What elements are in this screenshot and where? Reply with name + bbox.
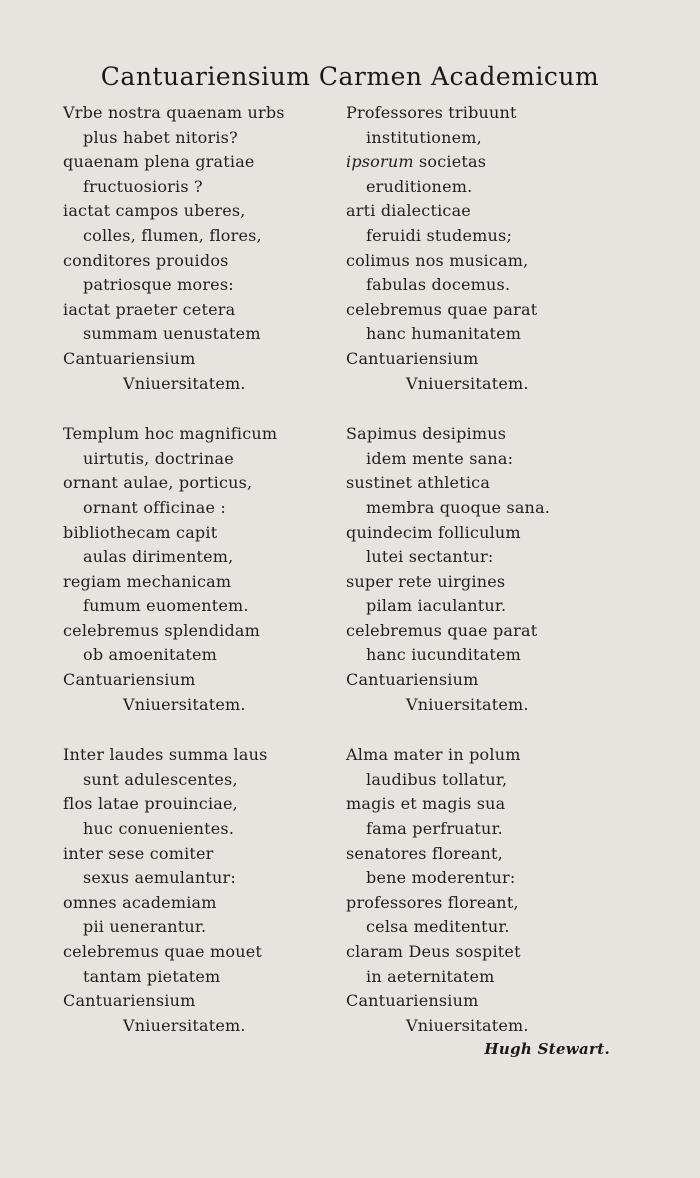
poem-line: institutionem, (366, 127, 482, 147)
stanza (346, 101, 676, 396)
poem-line: Cantuariensium (63, 348, 196, 368)
poem-line: membra quoque sana. (366, 497, 551, 517)
poem-line: celebremus quae parat (346, 620, 538, 640)
poem-line: celsa meditentur. (366, 917, 510, 937)
poem-line: magis et magis sua (346, 794, 506, 814)
poem-line: Cantuariensium (63, 670, 196, 690)
poem-line: super rete uirgines (346, 571, 506, 591)
poem-line: bibliothecam capit (63, 522, 218, 542)
poem-line: flos latae prouinciae, (63, 794, 238, 814)
poem-line: Vniuersitatem. (123, 1015, 246, 1035)
author-signature: Hugh Stewart. (484, 1040, 610, 1058)
poem-line: Vniuersitatem. (123, 373, 246, 393)
poem-line: regiam mechanicam (63, 571, 232, 591)
poem-line: sustinet athletica (346, 473, 491, 493)
stanza (63, 422, 348, 717)
poem-line: ornant officinae : (83, 497, 227, 517)
poem-line: Cantuariensium (346, 348, 479, 368)
poem-line: tantam pietatem (83, 966, 221, 986)
poem-line: celebremus splendidam (63, 620, 261, 640)
stanza (346, 422, 676, 717)
poem-line: quindecim folliculum (346, 522, 521, 542)
poem-line: celebremus quae mouet (63, 942, 262, 961)
poem-line: huc conuenientes. (83, 819, 235, 839)
poem-line: hanc iucunditatem (366, 645, 521, 665)
poem-line: eruditionem. (366, 176, 473, 196)
poem-line: hanc humanitatem (366, 324, 522, 344)
poem-line: senatores floreant, (346, 843, 503, 863)
stanza (63, 743, 348, 1038)
poem-line: fabulas docemus. (366, 275, 511, 295)
poem-line: fructuosioris ? (83, 176, 203, 196)
poem-line: Vniuersitatem. (123, 694, 246, 714)
poem-line: iactat campos uberes, (63, 201, 246, 221)
poem-line: Vrbe nostra quaenam urbs (63, 103, 285, 122)
poem-line: inter sese comiter (63, 843, 214, 863)
poem-line: lutei sectantur: (366, 547, 494, 567)
poem-line: Templum hoc magnificum (63, 424, 278, 444)
poem-line: uirtutis, doctrinae (83, 448, 234, 468)
page-title: Cantuariensium Carmen Academicum (100, 62, 600, 91)
poem-line: colles, flumen, flores, (83, 225, 262, 245)
poem-line: pii uenerantur. (83, 917, 207, 937)
poem-line: iactat praeter cetera (63, 299, 236, 319)
poem-line: professores floreant, (346, 892, 519, 912)
poem-line: ipsorum societas (346, 152, 487, 172)
poem-line: plus habet nitoris? (83, 127, 238, 147)
poem-line: arti dialecticae (346, 201, 471, 221)
poem-line: colimus nos musicam, (346, 250, 529, 270)
poem-line: Alma mater in polum (346, 745, 521, 765)
poem-line: fumum euomentem. (83, 596, 249, 616)
poem-line: laudibus tollatur, (366, 769, 508, 789)
poem-line: feruidi studemus; (366, 225, 513, 245)
poem-line: patriosque mores: (83, 275, 234, 295)
poem-line: idem mente sana: (366, 448, 514, 468)
stanza (346, 743, 676, 1038)
poem-line: sexus aemulantur: (83, 868, 236, 888)
poem-line: Sapimus desipimus (346, 424, 507, 444)
poem-line: Vniuersitatem. (406, 1015, 529, 1035)
poem-line: Cantuariensium (346, 670, 479, 690)
poem-line: claram Deus sospitet (346, 942, 521, 961)
poem-line: Vniuersitatem. (406, 373, 529, 393)
stanza (63, 101, 348, 396)
poem-line: Cantuariensium (346, 991, 479, 1011)
poem-line: quaenam plena gratiae (63, 152, 255, 172)
poem-line: ornant aulae, porticus, (63, 473, 253, 493)
poem-line: summam uenustatem (83, 324, 261, 344)
left-column (63, 101, 348, 1064)
poem-line: Cantuariensium (63, 991, 196, 1011)
poem-line: celebremus quae parat (346, 299, 538, 319)
poem-line: sunt adulescentes, (83, 769, 238, 789)
poem-line: in aeternitatem (366, 966, 495, 986)
poem-line: Vniuersitatem. (406, 694, 529, 714)
poem-line: ob amoenitatem (83, 645, 218, 665)
poem-line: Inter laudes summa laus (63, 745, 268, 765)
poem-line: Professores tribuunt (346, 103, 517, 122)
poem-line: fama perfruatur. (366, 819, 503, 839)
poem-line: omnes academiam (63, 892, 217, 912)
poem-line: bene moderentur: (366, 868, 516, 888)
poem-line: aulas dirimentem, (83, 547, 234, 567)
poem-line: conditores prouidos (63, 250, 229, 270)
poem-line: pilam iaculantur. (366, 596, 507, 616)
right-column (346, 101, 676, 1064)
